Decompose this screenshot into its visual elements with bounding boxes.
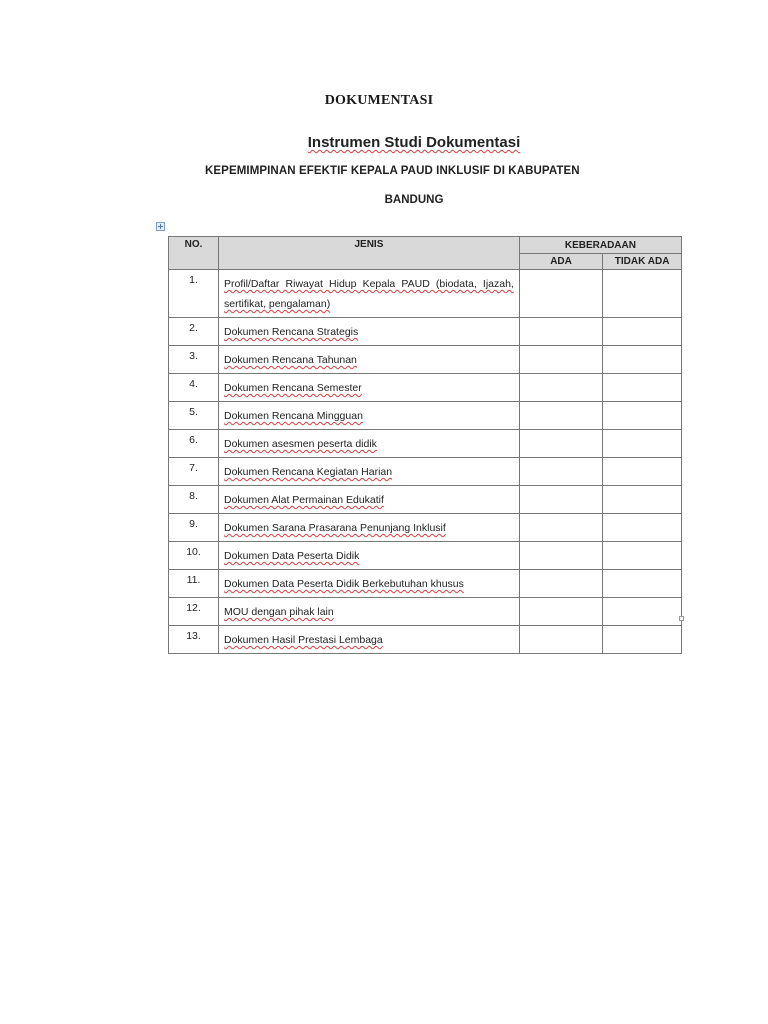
document-title-text: Instrumen Studi Dokumentasi — [307, 134, 521, 151]
table-header-row — [169, 237, 682, 254]
row-ada-cell[interactable] — [519, 374, 602, 402]
row-tidak-ada-cell[interactable] — [603, 598, 682, 626]
row-tidak-ada-cell[interactable] — [603, 570, 682, 598]
row-ada-cell[interactable] — [519, 346, 602, 374]
table-move-handle-icon[interactable] — [156, 222, 165, 231]
row-tidak-ada-cell[interactable] — [603, 514, 682, 542]
row-jenis — [219, 458, 520, 486]
row-number: 7. — [169, 458, 219, 486]
table-row — [169, 570, 682, 598]
table-row — [169, 346, 682, 374]
row-jenis — [219, 486, 520, 514]
page-heading: DOKUMENTASI — [324, 93, 434, 108]
row-jenis-text: Dokumen Alat Permainan Edukatif — [224, 494, 384, 506]
row-tidak-ada-cell[interactable] — [603, 374, 682, 402]
document-subtitle-line1: KEPEMIMPINAN EFEKTIF KEPALA PAUD INKLUSIF DI KABUPATEN — [205, 165, 580, 177]
row-jenis-text: Dokumen asesmen peserta didik — [224, 438, 377, 450]
table-row — [169, 542, 682, 570]
row-jenis — [219, 570, 520, 598]
header-jenis: JENIS — [219, 237, 520, 270]
row-jenis — [219, 318, 520, 346]
row-ada-cell[interactable] — [519, 430, 602, 458]
row-number: 6. — [169, 430, 219, 458]
row-jenis-text: Dokumen Rencana Tahunan — [224, 354, 357, 366]
documentation-table — [168, 236, 682, 654]
table-row — [169, 402, 682, 430]
document-title — [0, 134, 768, 151]
row-tidak-ada-cell[interactable] — [603, 430, 682, 458]
table-row — [169, 486, 682, 514]
row-number: 13. — [169, 626, 219, 654]
document-subtitle-line2: BANDUNG — [384, 194, 444, 206]
row-number: 2. — [169, 318, 219, 346]
row-jenis — [219, 430, 520, 458]
row-number: 9. — [169, 514, 219, 542]
row-ada-cell[interactable] — [519, 570, 602, 598]
row-number: 8. — [169, 486, 219, 514]
row-jenis-text: Dokumen Hasil Prestasi Lembaga — [224, 634, 383, 646]
table-row — [169, 598, 682, 626]
header-ada: ADA — [519, 254, 602, 270]
row-number: 10. — [169, 542, 219, 570]
table-resize-handle-icon[interactable] — [679, 616, 684, 621]
header-no: NO. — [169, 237, 219, 270]
row-ada-cell[interactable] — [519, 458, 602, 486]
row-jenis — [219, 626, 520, 654]
row-tidak-ada-cell[interactable] — [603, 270, 682, 318]
row-ada-cell[interactable] — [519, 626, 602, 654]
row-jenis-text: Dokumen Rencana Mingguan — [224, 410, 363, 422]
row-ada-cell[interactable] — [519, 270, 602, 318]
row-ada-cell[interactable] — [519, 542, 602, 570]
row-jenis — [219, 598, 520, 626]
row-jenis-text: Dokumen Rencana Semester — [224, 382, 362, 394]
row-number: 3. — [169, 346, 219, 374]
row-jenis — [219, 402, 520, 430]
table-row — [169, 430, 682, 458]
row-ada-cell[interactable] — [519, 514, 602, 542]
row-ada-cell[interactable] — [519, 402, 602, 430]
row-jenis — [219, 270, 520, 318]
row-number: 5. — [169, 402, 219, 430]
row-jenis — [219, 542, 520, 570]
row-jenis-text: MOU dengan pihak lain — [224, 606, 334, 618]
row-jenis-text: Dokumen Data Peserta Didik Berkebutuhan khusus — [224, 578, 464, 590]
row-tidak-ada-cell[interactable] — [603, 626, 682, 654]
row-tidak-ada-cell[interactable] — [603, 542, 682, 570]
row-ada-cell[interactable] — [519, 598, 602, 626]
table-row — [169, 458, 682, 486]
header-keberadaan: KEBERADAAN — [519, 237, 681, 254]
row-jenis-text: Dokumen Rencana Strategis — [224, 326, 359, 338]
row-tidak-ada-cell[interactable] — [603, 318, 682, 346]
table-row — [169, 374, 682, 402]
table-row — [169, 514, 682, 542]
row-ada-cell[interactable] — [519, 318, 602, 346]
table-row — [169, 318, 682, 346]
row-jenis — [219, 346, 520, 374]
row-number: 1. — [169, 270, 219, 318]
row-tidak-ada-cell[interactable] — [603, 346, 682, 374]
table-row — [169, 270, 682, 318]
row-jenis-text: Dokumen Rencana Kegiatan Harian — [224, 466, 393, 478]
row-jenis-text: Dokumen Sarana Prasarana Penunjang Inklusif — [224, 522, 446, 534]
row-jenis — [219, 514, 520, 542]
row-ada-cell[interactable] — [519, 486, 602, 514]
row-number: 12. — [169, 598, 219, 626]
row-jenis-text: Dokumen Data Peserta Didik — [224, 550, 360, 562]
row-tidak-ada-cell[interactable] — [603, 402, 682, 430]
table-row — [169, 626, 682, 654]
row-tidak-ada-cell[interactable] — [603, 458, 682, 486]
row-jenis — [219, 374, 520, 402]
row-jenis-text: Profil/Daftar Riwayat Hidup Kepala PAUD (biodata, Ijazah, sertifikat, pengalaman) — [224, 278, 514, 310]
row-number: 4. — [169, 374, 219, 402]
row-tidak-ada-cell[interactable] — [603, 486, 682, 514]
row-number: 11. — [169, 570, 219, 598]
header-tidak-ada: TIDAK ADA — [603, 254, 682, 270]
